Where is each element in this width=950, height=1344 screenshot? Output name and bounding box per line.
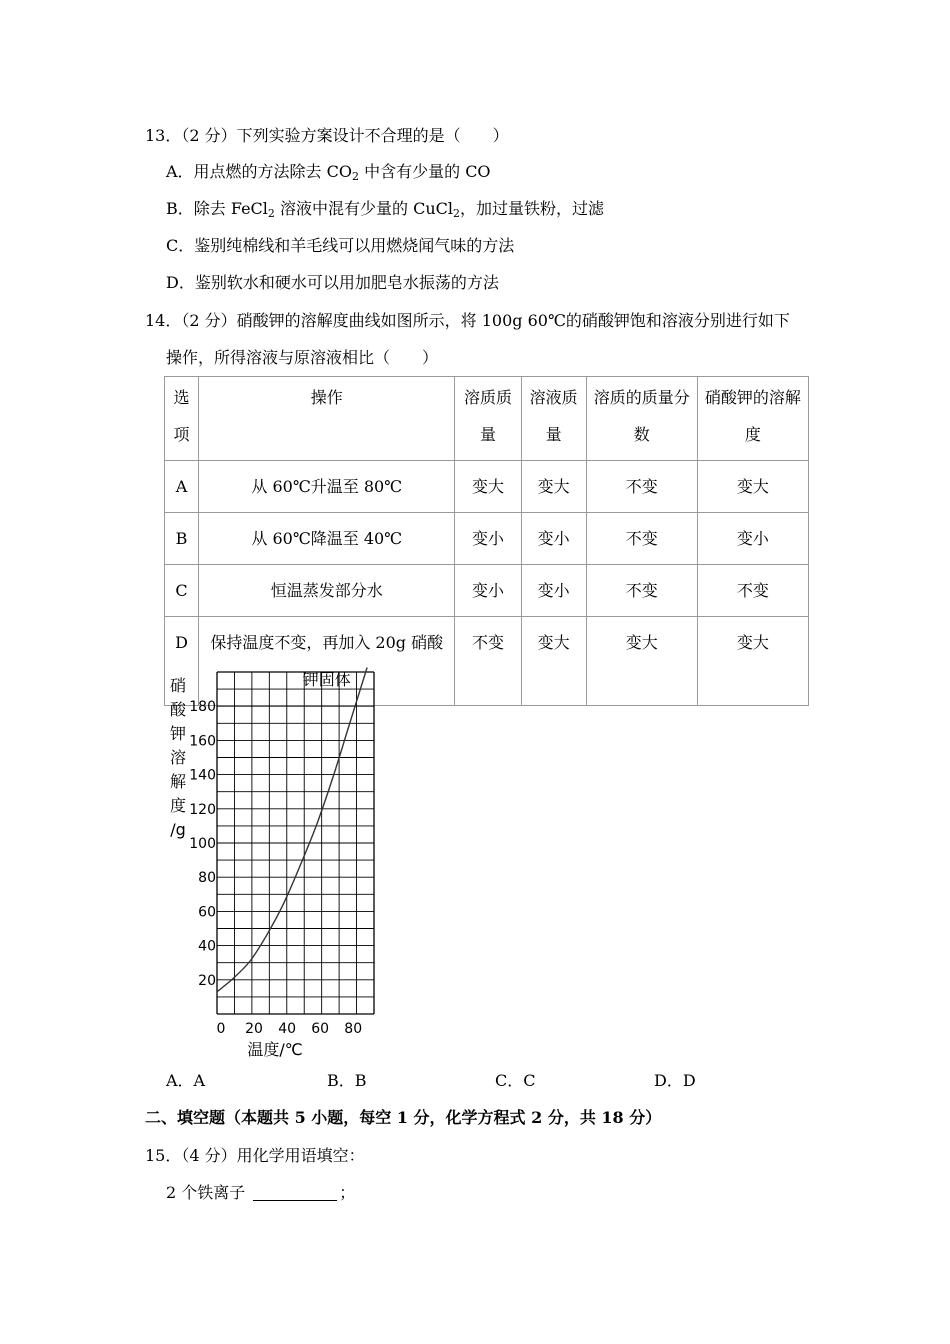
table-cell: 变大 (521, 461, 586, 513)
x-tick-label: 60 (311, 1021, 330, 1037)
table-cell: 变小 (455, 565, 521, 617)
q15-item1-label: 2 个铁离子 (166, 1183, 246, 1202)
table-row (165, 461, 809, 513)
q13-option-c: C．鉴别纯棉线和羊毛线可以用燃烧闻气味的方法 (166, 236, 515, 255)
q14-option-b: B．B (327, 1071, 367, 1090)
table-cell: D (165, 617, 199, 706)
y-tick-label: 160 (189, 733, 216, 750)
section-title: 二、填空题（本题共 5 小题，每空 1 分，化学方程式 2 分，共 18 分） (145, 1108, 662, 1127)
y-tick-label: 180 (189, 699, 216, 716)
q14-option-d: D．D (654, 1071, 696, 1090)
table-cell: 不变 (586, 513, 697, 565)
table-cell: 变大 (697, 461, 808, 513)
table-cell: 变小 (697, 513, 808, 565)
table-row (165, 565, 809, 617)
q15-stem: 15．（4 分）用化学用语填空： (145, 1146, 365, 1165)
y-label-char: 度 (169, 796, 187, 815)
header-cell: 溶液质 量 (521, 377, 586, 461)
table-row (165, 513, 809, 565)
table-cell: A (165, 461, 199, 513)
table-cell: 不变 (586, 565, 697, 617)
y-tick-label: 120 (189, 801, 216, 818)
q14-table (164, 376, 809, 706)
table-cell: 不变 (455, 617, 521, 706)
q14-stem-line1: 14．（2 分）硝酸钾的溶解度曲线如图所示，将 100g 60℃的硝酸钾饱和溶液分别进行如下 (145, 311, 790, 330)
x-tick-label: 0 (216, 1021, 226, 1037)
q14-option-a: A．A (166, 1071, 206, 1090)
solubility-curve (217, 668, 367, 992)
y-tick-label: 40 (198, 938, 216, 955)
x-tick-label: 20 (245, 1021, 263, 1037)
header-cell: 操作 (199, 377, 455, 461)
y-label-char: /g (170, 820, 186, 839)
q13-option-b: B．除去 FeCl$_2$ 溶液中混有少量的 CuCl$_2$，加过量铁粉，过滤 (166, 199, 605, 220)
x-tick-label: 40 (278, 1021, 297, 1037)
y-tick-label: 80 (198, 870, 216, 887)
y-label-char: 硝 (169, 676, 187, 695)
y-axis-label (170, 676, 187, 839)
table-cell: C (165, 565, 199, 617)
y-label-char: 钾 (169, 724, 187, 743)
table-cell: 变大 (521, 617, 586, 706)
q14-option-c: C．C (495, 1071, 536, 1090)
table-cell: 变小 (521, 565, 586, 617)
x-tick-labels (217, 1021, 363, 1037)
table-cell: 变大 (697, 617, 808, 706)
table-cell: 变小 (521, 513, 586, 565)
table-header-row (165, 377, 809, 461)
table-cell: B (165, 513, 199, 565)
y-label-char: 解 (169, 772, 187, 791)
y-label-char: 酸 (169, 700, 187, 719)
table-cell: 保持温度不变，再加入 20g 硝酸 钾固体 (199, 617, 455, 706)
table-cell: 从 60℃升温至 80℃ (199, 461, 455, 513)
x-axis-label: 温度/℃ (247, 1040, 303, 1059)
answer-blank[interactable] (253, 1184, 337, 1201)
q13-option-d: D．鉴别软水和硬水可以用加肥皂水振荡的方法 (166, 273, 499, 292)
header-cell: 选 项 (165, 377, 199, 461)
q14-stem-line2: 操作，所得溶液与原溶液相比（ ） (166, 348, 439, 367)
y-tick-label: 100 (189, 836, 216, 852)
table-cell: 从 60℃降温至 40℃ (199, 513, 455, 565)
y-tick-label: 140 (189, 767, 216, 784)
table-cell: 变大 (455, 461, 521, 513)
solubility-chart (160, 664, 390, 1064)
table-cell: 变小 (455, 513, 521, 565)
header-cell: 溶质质 量 (455, 377, 521, 461)
table-cell: 变大 (586, 617, 697, 706)
table-cell: 不变 (697, 565, 808, 617)
y-tick-label: 20 (198, 972, 216, 989)
y-tick-label: 60 (198, 904, 216, 921)
y-label-char: 溶 (169, 748, 187, 767)
table-cell: 不变 (586, 461, 697, 513)
q13-stem: 13．（2 分）下列实验方案设计不合理的是（ ） (145, 126, 509, 145)
y-tick-labels (189, 699, 216, 989)
x-tick-label: 80 (344, 1021, 363, 1037)
header-cell: 硝酸钾的溶解 度 (697, 377, 808, 461)
table-cell: 恒温蒸发部分水 (199, 565, 455, 617)
q15-item1: 2 个铁离子 ； (166, 1183, 356, 1202)
header-cell: 溶质的质量分 数 (586, 377, 697, 461)
q13-option-a: A．用点燃的方法除去 $CO_2$ 中含有少量的 CO (166, 162, 491, 183)
